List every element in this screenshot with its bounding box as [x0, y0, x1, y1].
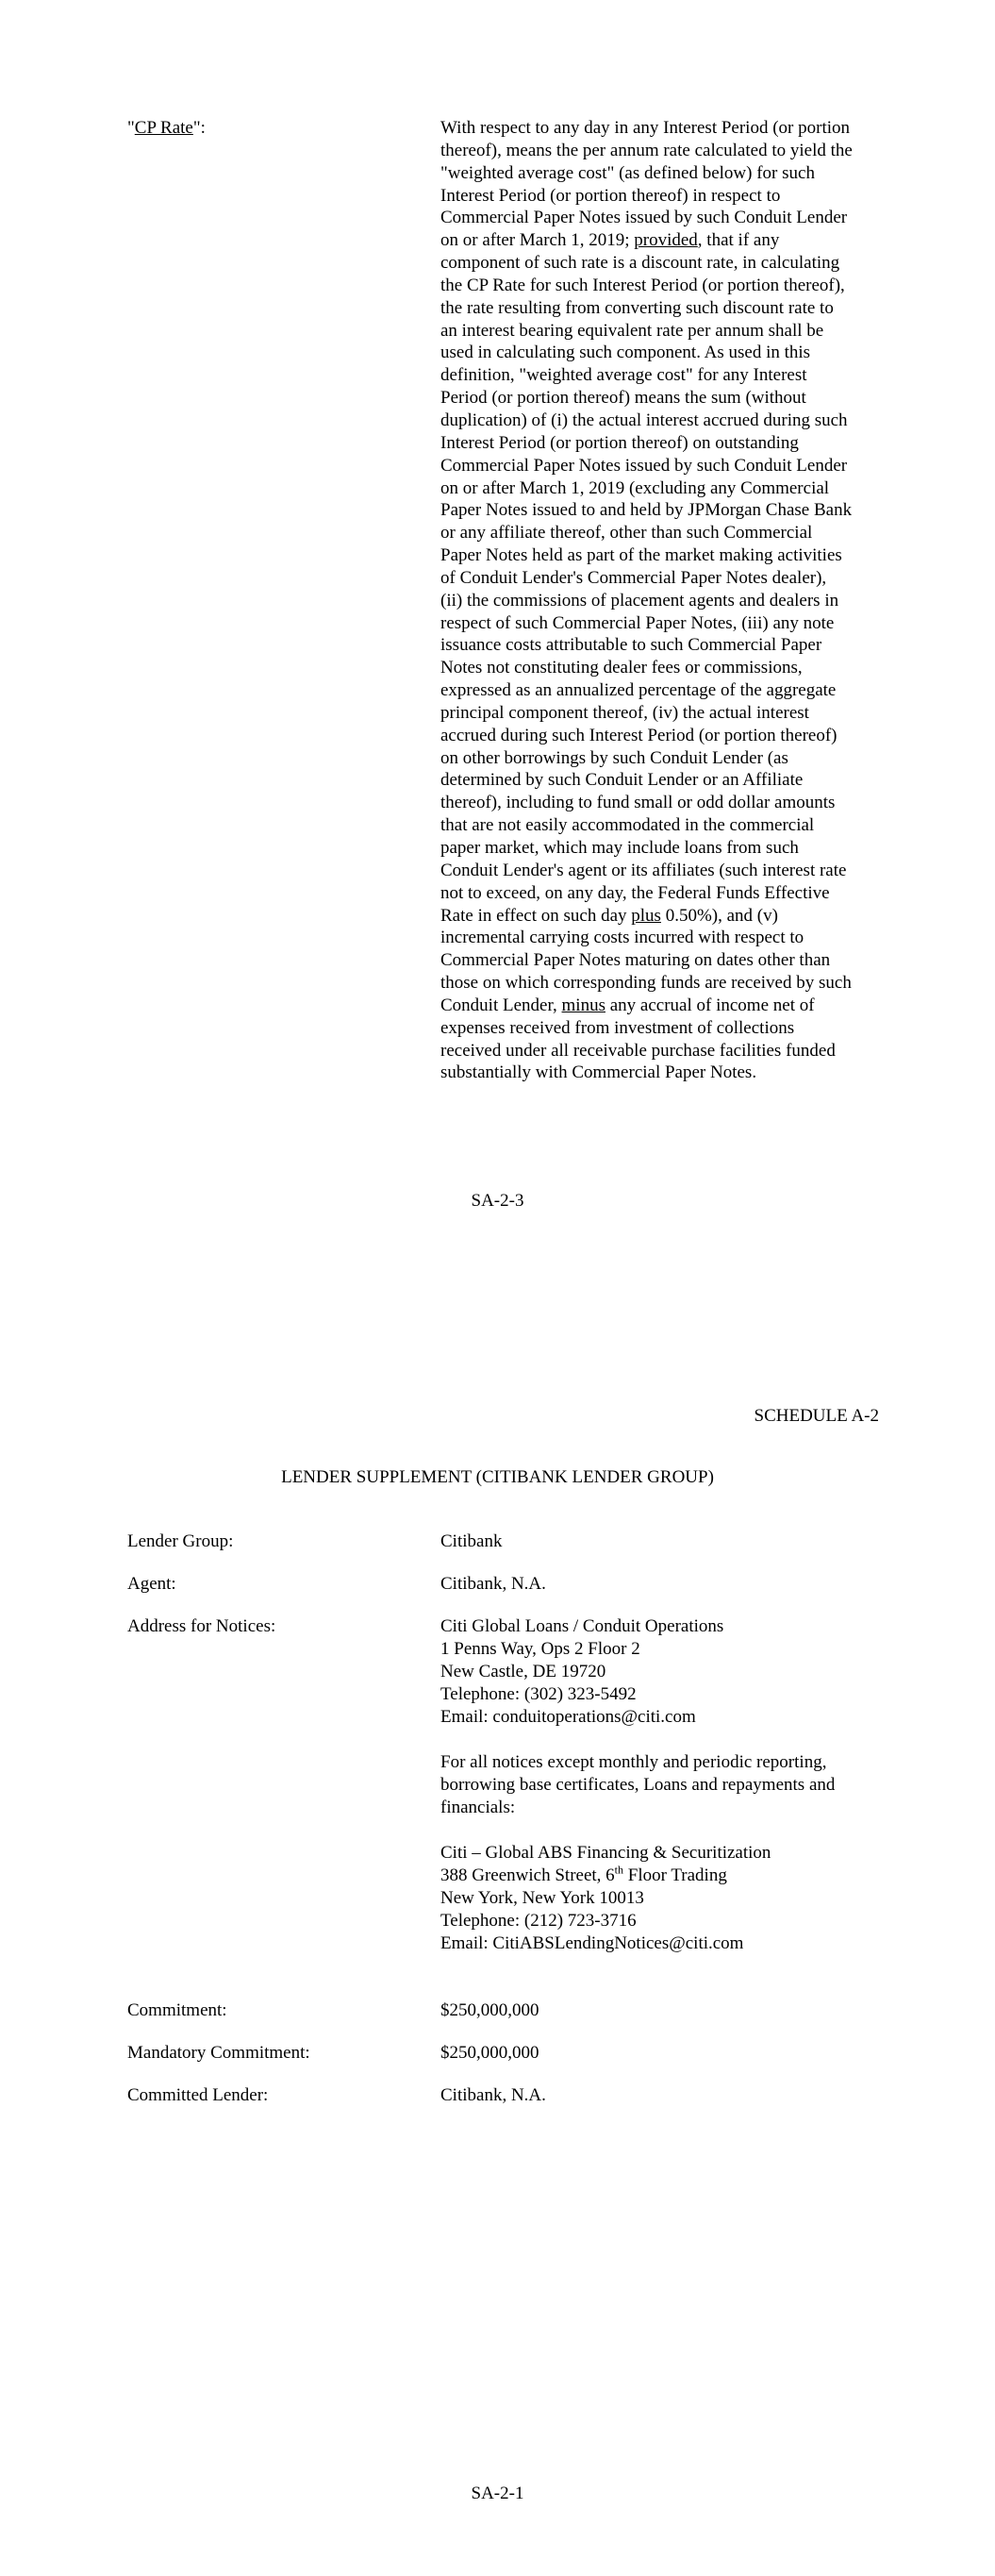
email-line: Email: CitiABSLendingNotices@citi.com	[440, 1933, 744, 1953]
definition-line: "weighted average cost" (as defined below) for such	[440, 162, 815, 183]
definition-line: or any affiliate thereof, other than such Commercial	[440, 523, 813, 544]
line-text: 0.50%), and (v)	[660, 905, 778, 926]
telephone-line: Telephone: (302) 323-5492	[440, 1684, 637, 1704]
definition-line: duplication) of (i) the actual interest accrued during such	[440, 410, 848, 430]
note-line: financials:	[440, 1798, 516, 1817]
document-page-sa-2-1	[0, 1293, 995, 2576]
definition-line: (ii) the commissions of placement agents and dealers in	[440, 590, 839, 611]
committed-lender-value: Citibank, N.A.	[440, 2085, 546, 2105]
page-number-footer: SA-2-3	[471, 1191, 524, 1211]
line-text: Floor Trading	[623, 1865, 727, 1885]
page-title: LENDER SUPPLEMENT (CITIBANK LENDER GROUP)	[281, 1467, 714, 1487]
telephone-line: Telephone: (212) 723-3716	[440, 1911, 637, 1931]
definition-line: Commercial Paper Notes issued by such Conduit Lender	[440, 208, 848, 228]
definition-line: used in calculating such component. As used in this	[440, 343, 811, 363]
underlined-word-provided: provided	[634, 230, 698, 251]
note-line: For all notices except monthly and periodic reporting,	[440, 1752, 827, 1772]
committed-lender-label: Committed Lender:	[127, 2085, 269, 2105]
definition-line: thereof), means the per annum rate calculated to yield the	[440, 140, 853, 160]
lender-group-value: Citibank	[440, 1531, 503, 1551]
definition-line: principal component thereof, (iv) the actual interest	[440, 702, 809, 723]
definition-line: the CP Rate for such Interest Period (or portion thereof),	[440, 275, 845, 295]
note-line: borrowing base certificates, Loans and repayments and	[440, 1775, 836, 1795]
definition-line: thereof), including to fund small or odd dollar amounts	[440, 793, 836, 813]
term-quote-open: "	[127, 118, 135, 138]
definition-line: those on which corresponding funds are received by such	[440, 973, 852, 994]
address-label: Address for Notices:	[127, 1616, 276, 1636]
address-block-abs-financing	[440, 1842, 771, 1955]
address-line: New Castle, DE 19720	[440, 1662, 606, 1681]
mandatory-commitment-value: $250,000,000	[440, 2043, 539, 2063]
line-text: Rate in effect on such day	[440, 905, 632, 926]
definition-line: expressed as an annualized percentage of the aggregate	[440, 680, 837, 701]
definition-line: definition, "weighted average cost" for any Interest	[440, 365, 807, 386]
definition-line: component of such rate is a discount rate, in calculating	[440, 253, 840, 274]
line-text: 388 Greenwich Street, 6	[440, 1865, 615, 1885]
underlined-word-minus: minus	[561, 995, 605, 1015]
address-line: Citi Global Loans / Conduit Operations	[440, 1616, 724, 1636]
line-text: on or after March 1, 2019;	[440, 230, 635, 251]
underlined-word-plus: plus	[631, 905, 661, 926]
definition-line	[440, 229, 903, 252]
definition-line: Period (or portion thereof) means the sum (without	[440, 388, 806, 409]
definition-line: Interest Period (or portion thereof) in respect to	[440, 185, 781, 206]
definition-line: substantially with Commercial Paper Notes.	[440, 1062, 757, 1083]
address-line: New York, New York 10013	[440, 1888, 644, 1908]
agent-label: Agent:	[127, 1574, 176, 1594]
lender-group-label: Lender Group:	[127, 1531, 234, 1551]
address-line: Citi – Global ABS Financing & Securitization	[440, 1843, 771, 1863]
definition-line: an interest bearing equivalent rate per annum shall be	[440, 320, 824, 341]
definition-line: incremental carrying costs incurred with respect to	[440, 928, 804, 948]
definition-line: on or after March 1, 2019 (excluding any Commercial	[440, 477, 830, 498]
ordinal-suffix: th	[614, 1863, 624, 1877]
definition-line: Paper Notes issued to and held by JPMorgan Chase Bank	[440, 500, 853, 521]
address-note	[440, 1751, 835, 1819]
definition-line: With respect to any day in any Interest Period (or portion	[440, 118, 851, 138]
definition-line: expenses received from investment of collections	[440, 1017, 795, 1038]
mandatory-commitment-label: Mandatory Commitment:	[127, 2043, 310, 2063]
definition-line: of Conduit Lender's Commercial Paper Notes dealer),	[440, 567, 827, 588]
definition-line	[440, 905, 903, 928]
definition-line: respect of such Commercial Paper Notes, (iii) any note	[440, 612, 835, 633]
definition-line: Interest Period (or portion thereof) on outstanding	[440, 432, 799, 453]
address-line	[440, 1865, 771, 1887]
defined-term	[127, 117, 206, 140]
commitment-value: $250,000,000	[440, 2000, 539, 2020]
definition-text	[440, 117, 903, 1084]
line-text: any accrual of income net of	[605, 995, 815, 1015]
line-text: , that if any	[697, 230, 780, 251]
definition-line: on other borrowings by such Conduit Lender (as	[440, 747, 788, 768]
definition-line: that are not easily accommodated in the commercial	[440, 815, 815, 836]
email-line: Email: conduitoperations@citi.com	[440, 1707, 696, 1727]
definition-line: Commercial Paper Notes issued by such Conduit Lender	[440, 455, 848, 476]
term-quote-close: ":	[192, 118, 206, 138]
term-name: CP Rate	[134, 118, 193, 138]
definition-line: Commercial Paper Notes maturing on dates other than	[440, 950, 831, 971]
definition-line: Notes not constituting dealer fees or commissions,	[440, 658, 803, 678]
definition-line: Conduit Lender's agent or its affiliates (such interest rate	[440, 860, 847, 880]
definition-line: paper market, which may include loans from such	[440, 838, 799, 858]
definition-line: the rate resulting from converting such discount rate to	[440, 297, 834, 318]
schedule-label: SCHEDULE A-2	[754, 1406, 879, 1426]
definition-line: determined by such Conduit Lender or an Affiliate	[440, 770, 804, 791]
address-block-conduit-ops	[440, 1615, 723, 1729]
definition-line	[440, 995, 903, 1017]
agent-value: Citibank, N.A.	[440, 1574, 546, 1594]
definition-line: issuance costs attributable to such Commercial Paper	[440, 635, 822, 656]
definition-line: accrued during such Interest Period (or portion thereof)	[440, 725, 837, 745]
definition-line: not to exceed, on any day, the Federal Funds Effective	[440, 882, 830, 903]
line-text: Conduit Lender,	[440, 995, 562, 1015]
definition-line: Paper Notes held as part of the market making activities	[440, 545, 842, 566]
definition-line: received under all receivable purchase facilities funded	[440, 1040, 836, 1061]
page-number-footer: SA-2-1	[471, 2484, 524, 2503]
address-line: 1 Penns Way, Ops 2 Floor 2	[440, 1639, 640, 1659]
commitment-label: Commitment:	[127, 2000, 227, 2020]
